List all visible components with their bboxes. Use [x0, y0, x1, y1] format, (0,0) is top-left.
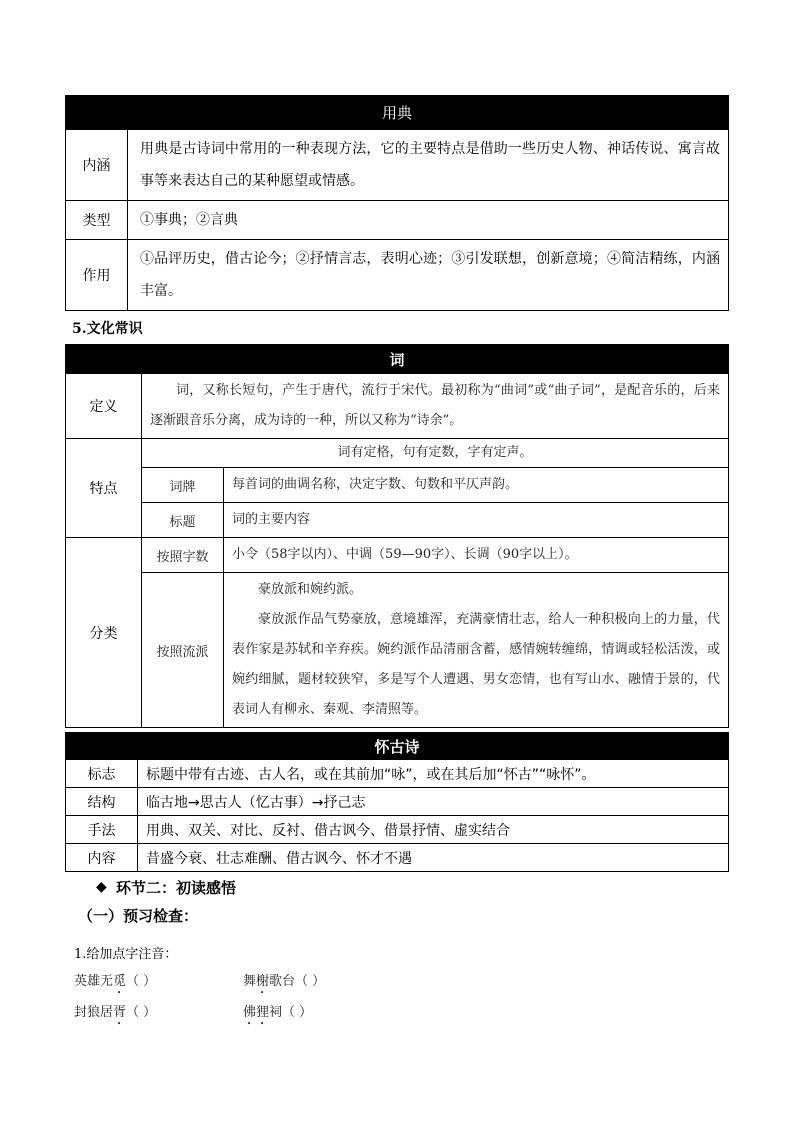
dotted-char: 榭	[256, 974, 270, 989]
pinyin-item: 英雄无觅（ ）	[74, 974, 157, 989]
diamond-bullet-icon: ◆	[96, 879, 107, 895]
table-row	[66, 844, 729, 872]
huaigu-table	[65, 732, 729, 872]
table-row	[66, 130, 729, 201]
biaoti-text: 词的主要内容	[224, 503, 729, 538]
table-row	[66, 760, 729, 788]
row-text: 用典是古诗词中常用的一种表现方法，它的主要特点是借助一些历史人物、神话传说、寓言故事等来表达自己的某种愿望或情感。	[128, 130, 729, 201]
row-label: 结构	[66, 788, 138, 816]
huaigu-header: 怀古诗	[66, 733, 729, 760]
definition-label: 定义	[66, 374, 142, 439]
yongdian-table	[65, 95, 729, 311]
features-label: 特点	[66, 439, 142, 538]
answer-blank[interactable]: 歌台（ ）	[269, 974, 326, 989]
pinyin-item: 舞榭歌台（ ）	[243, 974, 326, 989]
section-title: 5.文化常识	[72, 321, 143, 337]
row-text: 昔盛今衰、壮志难酬、借古讽今、怀才不遇	[138, 844, 729, 872]
table-row	[66, 240, 729, 311]
class-label: 分类	[66, 538, 142, 728]
ci-table	[65, 344, 729, 728]
ci-header: 词	[66, 345, 729, 374]
row-text: 临古地→思古人（忆古事）→抒己志	[138, 788, 729, 816]
pinyin-item: 封狼居胥（ ）	[74, 1005, 157, 1020]
subsection-heading: （一）预习检查：	[78, 907, 199, 925]
table-row	[66, 201, 729, 240]
row-label: 内容	[66, 844, 138, 872]
biaoti-label: 标题	[142, 503, 224, 538]
by-count-label: 按照字数	[142, 538, 224, 573]
by-count-text: 小令（58字以内）、中调（59—90字）、长调（90字以上）。	[224, 538, 729, 573]
table-row	[66, 468, 729, 503]
row-label: 作用	[66, 240, 128, 311]
table-row	[66, 573, 729, 728]
row-label: 类型	[66, 201, 128, 240]
table-row	[66, 439, 729, 468]
pinyin-item	[243, 1001, 312, 1028]
table-row	[66, 788, 729, 816]
dotted-char: 胥	[113, 1005, 127, 1020]
table-row	[66, 503, 729, 538]
by-school-detail: 豪放派作品气势豪放，意境雄浑，充满豪情壮志，给人一种积极向上的力量，代表作家是苏轼和辛弃疾。婉约派作品清丽含蓄，感情婉转缠绵，情调或轻松活泼，或婉约细腻，题材较狭窄，多是写个人遭遇、男女恋情，也有写山水、融情于景的，代表词人有柳永、秦观、李清照等。	[232, 612, 720, 717]
table-row	[66, 374, 729, 439]
by-school-intro: 豪放派和婉约派。	[258, 582, 363, 597]
definition-text: 词，又称长短句，产生于唐代，流行于宋代。最初称为“曲词”或“曲子词”，是配音乐的，后来逐渐跟音乐分离，成为诗的一种，所以又称为“诗余”。	[142, 374, 729, 439]
section-heading: 环节二：初读感悟	[116, 879, 237, 897]
question-prompt: 1.给加点字注音：	[74, 947, 178, 962]
by-school-label: 按照流派	[142, 573, 224, 728]
row-label: 内涵	[66, 130, 128, 201]
answer-blank[interactable]: （ ）	[126, 974, 157, 989]
row-text: ①事典；②言典	[128, 201, 729, 240]
dotted-char: 佛狸	[243, 1005, 270, 1020]
dotted-char: 觅	[113, 974, 127, 989]
features-main: 词有定格，句有定数，字有定声。	[142, 439, 729, 468]
answer-blank[interactable]: 祠（ ）	[269, 1005, 313, 1020]
yongdian-header: 用典	[66, 96, 729, 130]
row-text: 标题中带有古迹、古人名，或在其前加“咏”，或在其后加“怀古”“咏怀”。	[138, 760, 729, 788]
answer-blank[interactable]: （ ）	[126, 1005, 157, 1020]
row-label: 手法	[66, 816, 138, 844]
cipai-text: 每首词的曲调名称，决定字数、句数和平仄声韵。	[224, 468, 729, 503]
row-label: 标志	[66, 760, 138, 788]
by-school-cell	[224, 573, 729, 728]
cipai-label: 词牌	[142, 468, 224, 503]
table-row	[66, 538, 729, 573]
row-text: 用典、双关、对比、反衬、借古讽今、借景抒情、虚实结合	[138, 816, 729, 844]
row-text: ①品评历史，借古论今；②抒情言志，表明心迹；③引发联想，创新意境；④简洁精练，内涵丰富。	[128, 240, 729, 311]
table-row	[66, 816, 729, 844]
